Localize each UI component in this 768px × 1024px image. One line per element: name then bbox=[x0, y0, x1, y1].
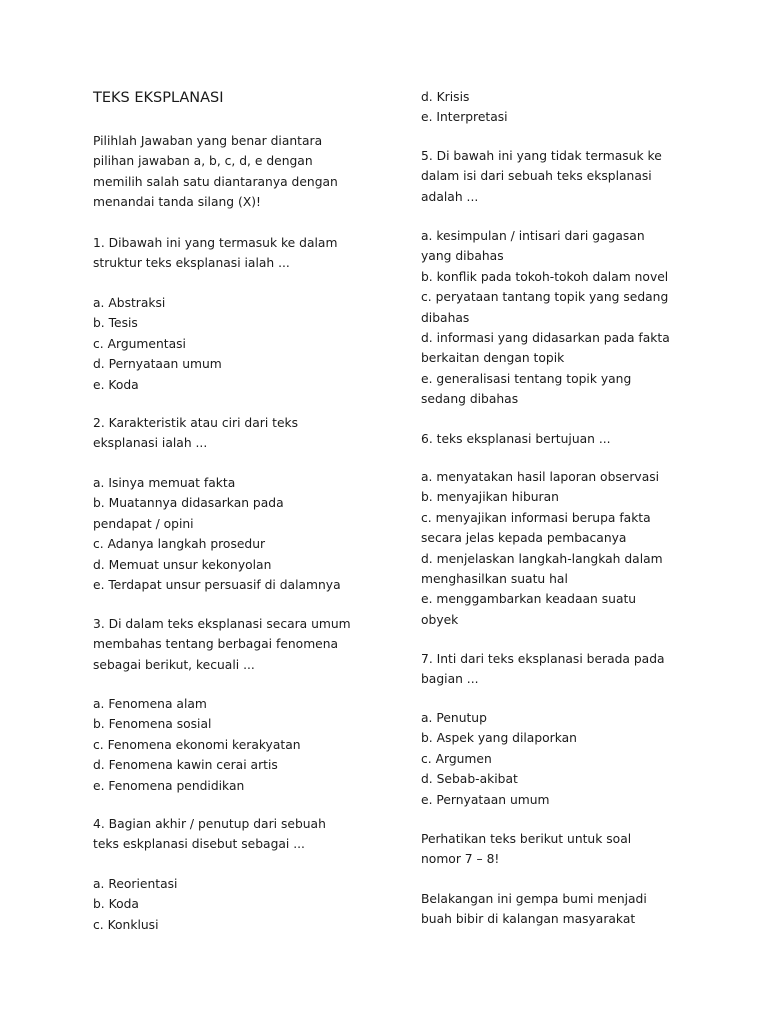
question-4-options bbox=[93, 874, 177, 935]
question-2-options bbox=[93, 473, 341, 595]
text-line: a. Isinya memuat fakta bbox=[93, 476, 236, 490]
text-line: e. Fenomena pendidikan bbox=[93, 778, 245, 793]
question-3 bbox=[93, 614, 351, 675]
text-line: bagian ... bbox=[421, 672, 479, 687]
text-line: a. Penutup bbox=[421, 711, 487, 725]
text-line: berkaitan dengan topik bbox=[421, 351, 565, 366]
text-line: a. menyatakan hasil laporan observasi bbox=[421, 470, 660, 484]
text-line: a. Fenomena alam bbox=[93, 697, 207, 711]
question-6 bbox=[421, 429, 611, 449]
text-line: c. Argumentasi bbox=[93, 336, 186, 351]
question-7-options bbox=[421, 708, 577, 810]
text-line: Belakangan ini gempa bumi menjadi bbox=[421, 892, 647, 906]
text-line: d. menjelaskan langkah-langkah dalam bbox=[421, 551, 663, 566]
question-1-options bbox=[93, 293, 222, 395]
question-4 bbox=[93, 814, 326, 855]
text-line: c. Fenomena ekonomi kerakyatan bbox=[93, 737, 301, 752]
text-line: d. Sebab-akibat bbox=[421, 772, 518, 787]
text-line: c. Argumen bbox=[421, 751, 492, 766]
text-line: a. Abstraksi bbox=[93, 296, 166, 310]
text-line: nomor 7 – 8! bbox=[421, 852, 500, 867]
text-line: Perhatikan teks berikut untuk soal bbox=[421, 832, 632, 846]
passage-note bbox=[421, 829, 631, 870]
text-line: pilihan jawaban a, b, c, d, e dengan bbox=[93, 154, 313, 169]
text-line: obyek bbox=[421, 612, 459, 627]
text-line: b. Muatannya didasarkan pada bbox=[93, 496, 284, 511]
text-line: struktur teks eksplanasi ialah ... bbox=[93, 256, 290, 271]
instructions bbox=[93, 131, 338, 213]
text-line: b. Aspek yang dilaporkan bbox=[421, 731, 577, 746]
text-line: adalah ... bbox=[421, 189, 479, 204]
page-title: TEKS EKSPLANASI bbox=[93, 90, 224, 106]
text-line: e. Pernyataan umum bbox=[421, 792, 550, 807]
question-5-options bbox=[421, 226, 670, 410]
text-line: pendapat / opini bbox=[93, 516, 194, 531]
passage-text bbox=[421, 889, 647, 930]
text-line: sedang dibahas bbox=[421, 392, 519, 407]
text-line: c. Konklusi bbox=[93, 917, 159, 932]
text-line: 4. Bagian akhir / penutup dari sebuah bbox=[93, 817, 326, 831]
text-line: dalam isi dari sebuah teks eksplanasi bbox=[421, 169, 652, 184]
text-line: teks eskplanasi disebut sebagai ... bbox=[93, 837, 305, 852]
text-line: memilih salah satu diantaranya dengan bbox=[93, 174, 338, 189]
text-line: menandai tanda silang (X)! bbox=[93, 195, 261, 210]
question-5 bbox=[421, 146, 662, 207]
text-line: a. kesimpulan / intisari dari gagasan bbox=[421, 229, 645, 243]
question-4-options-continued bbox=[421, 87, 508, 128]
text-line: b. Fenomena sosial bbox=[93, 717, 212, 732]
question-3-options bbox=[93, 694, 301, 796]
question-2 bbox=[93, 413, 298, 454]
text-line: d. Fenomena kawin cerai artis bbox=[93, 758, 278, 773]
text-line: c. peryataan tantang topik yang sedang bbox=[421, 290, 669, 305]
text-line: b. Tesis bbox=[93, 316, 138, 331]
text-line: d. Memuat unsur kekonyolan bbox=[93, 557, 272, 572]
text-line: a. Reorientasi bbox=[93, 877, 178, 891]
text-line: e. Koda bbox=[93, 377, 139, 392]
text-line: c. menyajikan informasi berupa fakta bbox=[421, 510, 651, 525]
question-6-options bbox=[421, 467, 663, 630]
text-line: 1. Dibawah ini yang termasuk ke dalam bbox=[93, 236, 338, 250]
text-line: e. Terdapat unsur persuasif di dalamnya bbox=[93, 578, 341, 593]
text-line: 3. Di dalam teks eksplanasi secara umum bbox=[93, 617, 351, 631]
text-line: secara jelas kepada pembacanya bbox=[421, 531, 627, 546]
text-line: 7. Inti dari teks eksplanasi berada pada bbox=[421, 652, 665, 666]
text-line: dibahas bbox=[421, 310, 470, 325]
text-line: d. Pernyataan umum bbox=[93, 357, 222, 372]
text-line: yang dibahas bbox=[421, 249, 504, 264]
text-line: Pilihlah Jawaban yang benar diantara bbox=[93, 134, 323, 148]
text-line: d. Krisis bbox=[421, 90, 470, 104]
text-line: buah bibir di kalangan masyarakat bbox=[421, 912, 636, 927]
text-line: d. informasi yang didasarkan pada fakta bbox=[421, 331, 670, 346]
text-line: e. generalisasi tentang topik yang bbox=[421, 371, 632, 386]
text-line: membahas tentang berbagai fenomena bbox=[93, 637, 339, 652]
text-line: e. menggambarkan keadaan suatu bbox=[421, 592, 637, 607]
text-line: b. Koda bbox=[93, 897, 139, 912]
text-line: 2. Karakteristik atau ciri dari teks bbox=[93, 416, 299, 430]
text-line: eksplanasi ialah ... bbox=[93, 436, 208, 451]
text-line: sebagai berikut, kecuali ... bbox=[93, 657, 255, 672]
text-line: menghasilkan suatu hal bbox=[421, 572, 568, 587]
question-7 bbox=[421, 649, 665, 690]
question-1 bbox=[93, 233, 337, 274]
text-line: b. menyajikan hiburan bbox=[421, 490, 559, 505]
text-line: e. Interpretasi bbox=[421, 110, 508, 125]
text-line: 6. teks eksplanasi bertujuan ... bbox=[421, 432, 611, 446]
text-line: 5. Di bawah ini yang tidak termasuk ke bbox=[421, 149, 662, 163]
text-line: c. Adanya langkah prosedur bbox=[93, 537, 266, 552]
text-line: b. konflik pada tokoh-tokoh dalam novel bbox=[421, 269, 669, 284]
